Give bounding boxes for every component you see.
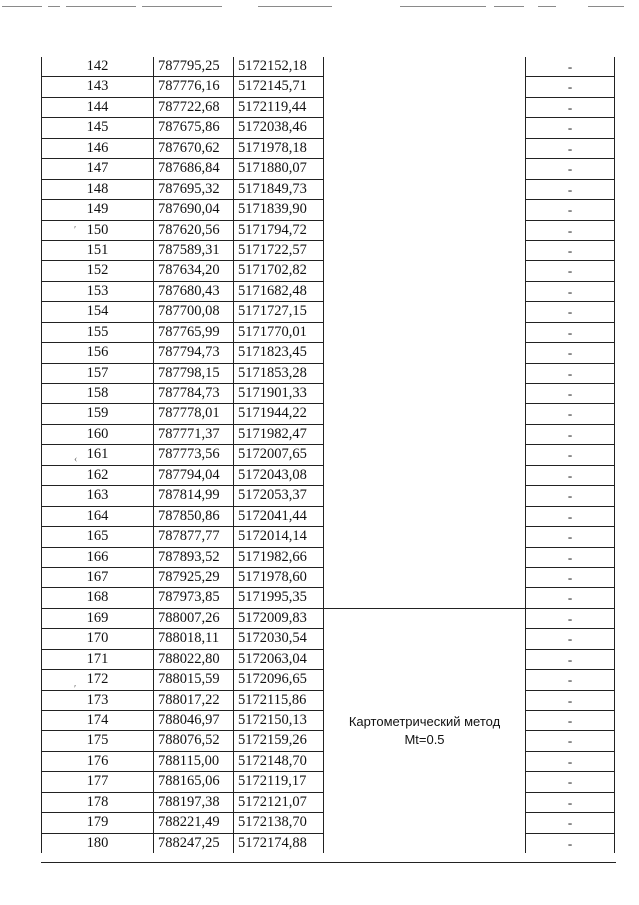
mark-cell: - (526, 547, 615, 567)
y-coordinate-cell: 5171722,57 (234, 240, 324, 260)
coordinates-table (41, 57, 615, 853)
scan-top-edge (0, 0, 639, 14)
y-coordinate-cell: 5171823,45 (234, 343, 324, 363)
x-coordinate-cell: 787722,68 (154, 97, 234, 117)
x-coordinate-cell: 787778,01 (154, 404, 234, 424)
mark-cell: - (526, 608, 615, 628)
y-coordinate-cell: 5172152,18 (234, 57, 324, 77)
x-coordinate-cell: 787973,85 (154, 588, 234, 608)
x-coordinate-cell: 787814,99 (154, 486, 234, 506)
method-note-cell (324, 608, 526, 853)
mark-cell: - (526, 690, 615, 710)
point-number-cell: 144 (42, 97, 154, 117)
y-coordinate-cell: 5172145,71 (234, 77, 324, 97)
mark-cell: - (526, 833, 615, 853)
y-coordinate-cell: 5172063,04 (234, 649, 324, 669)
note-cell-empty (324, 57, 526, 608)
mark-cell: - (526, 670, 615, 690)
point-number-cell: 147 (42, 159, 154, 179)
mark-cell: - (526, 588, 615, 608)
mark-cell: - (526, 281, 615, 301)
y-coordinate-cell: 5171880,07 (234, 159, 324, 179)
x-coordinate-cell: 788221,49 (154, 813, 234, 833)
point-number-cell: 171 (42, 649, 154, 669)
y-coordinate-cell: 5171978,60 (234, 567, 324, 587)
mark-cell: - (526, 567, 615, 587)
mark-cell: - (526, 486, 615, 506)
point-number-cell: 154 (42, 302, 154, 322)
x-coordinate-cell: 787695,32 (154, 179, 234, 199)
mark-cell: - (526, 118, 615, 138)
coordinates-table-body (42, 57, 615, 853)
point-number-cell: 149 (42, 200, 154, 220)
mark-cell: - (526, 322, 615, 342)
point-number-cell: 180 (42, 833, 154, 853)
mark-cell: - (526, 772, 615, 792)
x-coordinate-cell: 787686,84 (154, 159, 234, 179)
y-coordinate-cell: 5172148,70 (234, 751, 324, 771)
x-coordinate-cell: 788007,26 (154, 608, 234, 628)
x-coordinate-cell: 787589,31 (154, 240, 234, 260)
mark-cell: - (526, 792, 615, 812)
x-coordinate-cell: 787794,04 (154, 465, 234, 485)
x-coordinate-cell: 788076,52 (154, 731, 234, 751)
mark-cell: - (526, 77, 615, 97)
x-coordinate-cell: 787700,08 (154, 302, 234, 322)
point-number-cell: 175 (42, 731, 154, 751)
x-coordinate-cell: 787771,37 (154, 424, 234, 444)
y-coordinate-cell: 5172096,65 (234, 670, 324, 690)
y-coordinate-cell: 5171853,28 (234, 363, 324, 383)
mark-cell: - (526, 97, 615, 117)
point-number-cell: 179 (42, 813, 154, 833)
y-coordinate-cell: 5171839,90 (234, 200, 324, 220)
x-coordinate-cell: 787784,73 (154, 384, 234, 404)
x-coordinate-cell: 787620,56 (154, 220, 234, 240)
method-accuracy: Mt=0.5 (404, 731, 445, 747)
point-number-cell: 169 (42, 608, 154, 628)
x-coordinate-cell: 787850,86 (154, 506, 234, 526)
y-coordinate-cell: 5171727,15 (234, 302, 324, 322)
mark-cell: - (526, 465, 615, 485)
x-coordinate-cell: 788247,25 (154, 833, 234, 853)
y-coordinate-cell: 5172014,14 (234, 527, 324, 547)
mark-cell: - (526, 649, 615, 669)
point-number-cell: 166 (42, 547, 154, 567)
scan-mark: ‹ (74, 454, 78, 465)
point-number-cell: 162 (42, 465, 154, 485)
y-coordinate-cell: 5171794,72 (234, 220, 324, 240)
point-number-cell: 153 (42, 281, 154, 301)
x-coordinate-cell: 788022,80 (154, 649, 234, 669)
mark-cell: - (526, 445, 615, 465)
point-number-cell: 161 (42, 445, 154, 465)
point-number-cell: 146 (42, 138, 154, 158)
point-number-cell: 173 (42, 690, 154, 710)
mark-cell: - (526, 731, 615, 751)
x-coordinate-cell: 787893,52 (154, 547, 234, 567)
mark-cell: - (526, 424, 615, 444)
x-coordinate-cell: 787798,15 (154, 363, 234, 383)
x-coordinate-cell: 788197,38 (154, 792, 234, 812)
mark-cell: - (526, 384, 615, 404)
point-number-cell: 174 (42, 711, 154, 731)
point-number-cell: 155 (42, 322, 154, 342)
y-coordinate-cell: 5172007,65 (234, 445, 324, 465)
x-coordinate-cell: 788046,97 (154, 711, 234, 731)
table-row (42, 608, 615, 628)
x-coordinate-cell: 787675,86 (154, 118, 234, 138)
y-coordinate-cell: 5171682,48 (234, 281, 324, 301)
x-coordinate-cell: 787776,16 (154, 77, 234, 97)
y-coordinate-cell: 5171901,33 (234, 384, 324, 404)
mark-cell: - (526, 261, 615, 281)
point-number-cell: 172 (42, 670, 154, 690)
x-coordinate-cell: 787670,62 (154, 138, 234, 158)
y-coordinate-cell: 5171978,18 (234, 138, 324, 158)
point-number-cell: 159 (42, 404, 154, 424)
x-coordinate-cell: 788165,06 (154, 772, 234, 792)
x-coordinate-cell: 787773,56 (154, 445, 234, 465)
mark-cell: - (526, 57, 615, 77)
mark-cell: - (526, 240, 615, 260)
x-coordinate-cell: 788017,22 (154, 690, 234, 710)
y-coordinate-cell: 5171849,73 (234, 179, 324, 199)
mark-cell: - (526, 813, 615, 833)
point-number-cell: 157 (42, 363, 154, 383)
y-coordinate-cell: 5171702,82 (234, 261, 324, 281)
y-coordinate-cell: 5172174,88 (234, 833, 324, 853)
table-bottom-border (41, 862, 616, 863)
y-coordinate-cell: 5171982,66 (234, 547, 324, 567)
y-coordinate-cell: 5172138,70 (234, 813, 324, 833)
mark-cell: - (526, 629, 615, 649)
x-coordinate-cell: 787634,20 (154, 261, 234, 281)
y-coordinate-cell: 5171982,47 (234, 424, 324, 444)
y-coordinate-cell: 5172038,46 (234, 118, 324, 138)
point-number-cell: 148 (42, 179, 154, 199)
point-number-cell: 170 (42, 629, 154, 649)
y-coordinate-cell: 5172030,54 (234, 629, 324, 649)
y-coordinate-cell: 5172119,17 (234, 772, 324, 792)
point-number-cell: 165 (42, 527, 154, 547)
y-coordinate-cell: 5172115,86 (234, 690, 324, 710)
y-coordinate-cell: 5171944,22 (234, 404, 324, 424)
mark-cell: - (526, 751, 615, 771)
mark-cell: - (526, 506, 615, 526)
mark-cell: - (526, 343, 615, 363)
y-coordinate-cell: 5172053,37 (234, 486, 324, 506)
y-coordinate-cell: 5171995,35 (234, 588, 324, 608)
y-coordinate-cell: 5172119,44 (234, 97, 324, 117)
point-number-cell: 150 (42, 220, 154, 240)
x-coordinate-cell: 788018,11 (154, 629, 234, 649)
y-coordinate-cell: 5171770,01 (234, 322, 324, 342)
mark-cell: - (526, 220, 615, 240)
point-number-cell: 168 (42, 588, 154, 608)
point-number-cell: 158 (42, 384, 154, 404)
mark-cell: - (526, 200, 615, 220)
mark-cell: - (526, 363, 615, 383)
point-number-cell: 177 (42, 772, 154, 792)
y-coordinate-cell: 5172159,26 (234, 731, 324, 751)
point-number-cell: 156 (42, 343, 154, 363)
mark-cell: - (526, 138, 615, 158)
scan-mark: ′ (74, 684, 77, 695)
mark-cell: - (526, 159, 615, 179)
x-coordinate-cell: 788015,59 (154, 670, 234, 690)
x-coordinate-cell: 787795,25 (154, 57, 234, 77)
point-number-cell: 145 (42, 118, 154, 138)
point-number-cell: 143 (42, 77, 154, 97)
table-row (42, 57, 615, 77)
x-coordinate-cell: 788115,00 (154, 751, 234, 771)
point-number-cell: 178 (42, 792, 154, 812)
y-coordinate-cell: 5172150,13 (234, 711, 324, 731)
x-coordinate-cell: 787690,04 (154, 200, 234, 220)
point-number-cell: 164 (42, 506, 154, 526)
scan-mark: ′ (74, 225, 77, 236)
mark-cell: - (526, 302, 615, 322)
point-number-cell: 152 (42, 261, 154, 281)
y-coordinate-cell: 5172041,44 (234, 506, 324, 526)
x-coordinate-cell: 787680,43 (154, 281, 234, 301)
mark-cell: - (526, 711, 615, 731)
method-name: Картометрический метод (348, 713, 501, 729)
mark-cell: - (526, 179, 615, 199)
y-coordinate-cell: 5172009,83 (234, 608, 324, 628)
y-coordinate-cell: 5172121,07 (234, 792, 324, 812)
y-coordinate-cell: 5172043,08 (234, 465, 324, 485)
mark-cell: - (526, 527, 615, 547)
point-number-cell: 142 (42, 57, 154, 77)
x-coordinate-cell: 787794,73 (154, 343, 234, 363)
point-number-cell: 167 (42, 567, 154, 587)
point-number-cell: 151 (42, 240, 154, 260)
x-coordinate-cell: 787925,29 (154, 567, 234, 587)
point-number-cell: 163 (42, 486, 154, 506)
x-coordinate-cell: 787765,99 (154, 322, 234, 342)
point-number-cell: 160 (42, 424, 154, 444)
mark-cell: - (526, 404, 615, 424)
point-number-cell: 176 (42, 751, 154, 771)
x-coordinate-cell: 787877,77 (154, 527, 234, 547)
